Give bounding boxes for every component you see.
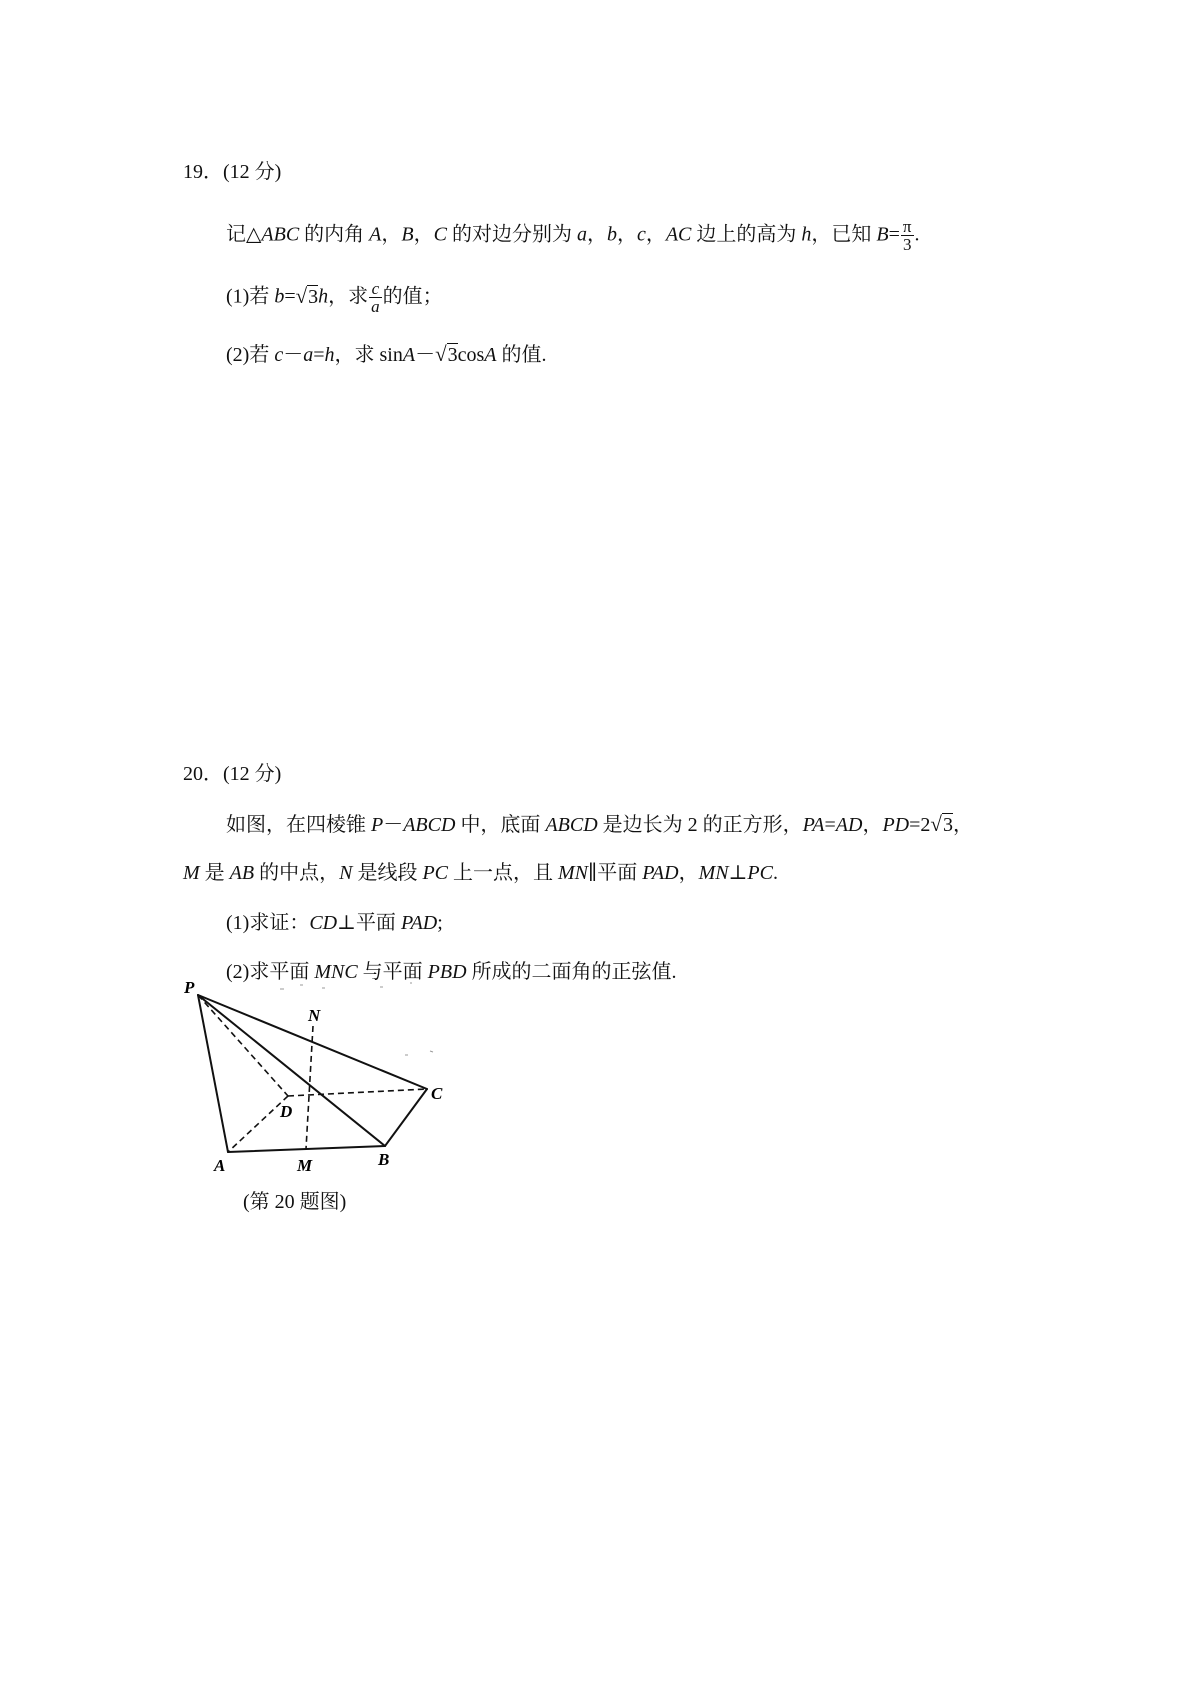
- sqrt-3: [435, 344, 458, 365]
- q20-stem-text: 是: [199, 862, 230, 884]
- q19-stem-text: ，: [645, 223, 666, 246]
- q20-stem-text: 如图，在四棱锥: [226, 814, 371, 836]
- q20-stem-var: MN: [558, 862, 589, 884]
- q20-stem-text: 中，底面: [455, 814, 546, 836]
- sqrt-3: [295, 283, 319, 308]
- q19-stem-var: b: [606, 223, 617, 246]
- q19-number: 19．: [183, 161, 223, 183]
- parallel-symbol: ∥: [588, 862, 598, 884]
- q19-stem-text: 的内角: [299, 223, 370, 246]
- q19-stem-text: =: [888, 223, 900, 246]
- q20-figure-caption: (第 20 题图): [243, 1191, 347, 1213]
- q19-p2-text: ，求 sin: [334, 344, 403, 366]
- q19-fraction-pi-3: [901, 218, 914, 254]
- label-A: A: [214, 1156, 226, 1175]
- q19-stem-text: 记△: [226, 223, 262, 246]
- q19-stem: [226, 218, 920, 254]
- q20-p1-text: 平面: [355, 912, 401, 934]
- q20-p2-label: (2)求平面: [226, 961, 315, 983]
- q20-stem-text: 上一点，且: [448, 862, 559, 884]
- q20-p2-text: 所成的二面角的正弦值.: [466, 961, 677, 983]
- q19-stem-var: A: [369, 223, 382, 246]
- radicand: 3: [447, 344, 458, 366]
- radicand: 3: [308, 285, 319, 308]
- label-D: D: [280, 1102, 293, 1121]
- q19-p2-label: (2)若: [226, 344, 275, 366]
- q19-stem-text: 的对边分别为: [446, 223, 577, 246]
- q20-stem-var: ABCD: [545, 814, 598, 836]
- q20-stem-var: PAD: [642, 862, 679, 884]
- q19-stem-var: a: [576, 223, 587, 246]
- q20-stem-var: N: [339, 862, 353, 884]
- q19-p2-text: cos: [457, 344, 485, 366]
- q20-stem-var: PA: [802, 814, 825, 836]
- label-C: C: [431, 1084, 443, 1103]
- q19-stem-var: AC: [665, 223, 692, 246]
- label-M: M: [297, 1156, 313, 1175]
- fraction-numerator: π: [902, 217, 912, 236]
- q20-stem-text: .: [772, 862, 778, 884]
- q20-part-1: [226, 913, 443, 933]
- q20-p1-label: (1)求证：: [226, 912, 310, 934]
- q19-p2-var: c: [274, 344, 284, 366]
- q20-stem-var: M: [183, 862, 200, 884]
- q19-p2-var: h: [324, 344, 335, 366]
- q19-p2-text: －: [415, 344, 436, 366]
- q19-stem-var: c: [636, 223, 646, 246]
- q19-header: [183, 162, 281, 182]
- q19-fraction-c-a: [369, 280, 382, 316]
- q20-stem-var: MN: [698, 862, 729, 884]
- label-B: B: [378, 1150, 390, 1169]
- q19-stem-var: C: [433, 223, 447, 246]
- q20-stem-text: ，: [678, 862, 699, 884]
- q19-stem-text: ，已知: [811, 223, 877, 246]
- q19-p1-var: b: [274, 285, 285, 308]
- scan-specks: [280, 983, 433, 1055]
- radical-sign: √: [295, 283, 308, 308]
- q19-stem-text: ，: [616, 223, 637, 246]
- q19-p1-label: (1)若: [226, 285, 275, 308]
- q20-stem-text: =: [824, 814, 836, 836]
- label-P: P: [184, 978, 195, 997]
- q20-stem-var: PC: [747, 862, 773, 884]
- q19-part-1: [226, 280, 443, 316]
- q20-stem-var: PD: [882, 814, 910, 836]
- q20-stem-var: PC: [422, 862, 449, 884]
- q20-p1-text: ;: [437, 912, 443, 934]
- q20-stem-text: ，: [862, 814, 883, 836]
- q20-stem-text: 是线段: [352, 862, 423, 884]
- radicand: 3: [942, 814, 953, 836]
- pyramid-diagram: [180, 975, 480, 1175]
- q20-number: 20．: [183, 763, 223, 785]
- q19-p2-var: A: [402, 344, 416, 366]
- q20-stem-var: AB: [229, 862, 255, 884]
- label-N: N: [308, 1006, 321, 1025]
- q19-p1-text: ，求: [328, 285, 369, 308]
- edge-DA-hidden: [228, 1096, 288, 1152]
- q19-stem-text: 边上的高为: [691, 223, 802, 246]
- q20-p1-var: CD: [309, 912, 338, 934]
- q19-p2-text: 的值.: [496, 344, 547, 366]
- q20-stem-text: 的中点，: [254, 862, 340, 884]
- q20-p1-var: PAD: [400, 912, 438, 934]
- q19-p2-var: A: [484, 344, 497, 366]
- q19-stem-text: ，: [586, 223, 607, 246]
- radical-sign: √: [930, 812, 942, 836]
- edge-BC: [385, 1089, 427, 1146]
- fraction-denominator: 3: [902, 235, 912, 254]
- q19-stem-text: .: [914, 223, 920, 246]
- radical-sign: √: [435, 342, 447, 366]
- q19-p2-var: a: [303, 344, 314, 366]
- q19-stem-var: h: [801, 223, 812, 246]
- q20-p2-text: 与平面: [357, 961, 428, 983]
- q20-stem-var: P: [371, 814, 384, 836]
- perpendicular-symbol: ⊥: [337, 912, 356, 934]
- q20-score: (12 分): [223, 763, 282, 785]
- q20-stem-text: ，: [952, 814, 973, 836]
- q19-stem-var: ABC: [261, 223, 300, 246]
- q19-p2-text: =: [313, 344, 325, 366]
- q20-stem-text: 平面: [597, 862, 643, 884]
- q20-stem-text: －: [383, 814, 404, 836]
- q20-stem-text: 是边长为 2 的正方形，: [597, 814, 803, 836]
- edge-PD-hidden: [198, 995, 288, 1096]
- q19-p1-text: 的值；: [382, 285, 443, 308]
- fraction-denominator: a: [371, 297, 380, 316]
- q20-p2-var: MNC: [314, 961, 358, 983]
- q20-stem-var: AD: [835, 814, 863, 836]
- q19-p1-text: =: [284, 285, 296, 308]
- q20-stem-text: =2: [909, 814, 931, 836]
- q19-stem-var: B: [876, 223, 889, 246]
- q20-stem-line-1: [226, 814, 973, 835]
- q19-p2-text: －: [283, 344, 304, 366]
- sqrt-3: [930, 814, 953, 835]
- edge-PA: [198, 995, 228, 1152]
- q20-header: [183, 764, 281, 784]
- q19-p1-var: h: [318, 285, 329, 308]
- q20-p2-var: PBD: [427, 961, 467, 983]
- q19-stem-var: B: [401, 223, 414, 246]
- perpendicular-symbol: ⊥: [728, 862, 748, 884]
- q20-pyramid-figure: [180, 975, 480, 1175]
- q20-stem-line-2: [183, 863, 778, 883]
- q19-stem-text: ，: [413, 223, 434, 246]
- q19-part-2: [226, 344, 546, 365]
- q19-stem-text: ，: [381, 223, 402, 246]
- q20-stem-var: ABCD: [403, 814, 456, 836]
- edge-PB: [198, 995, 385, 1146]
- fraction-numerator: c: [369, 280, 382, 298]
- q19-score: (12 分): [223, 161, 282, 183]
